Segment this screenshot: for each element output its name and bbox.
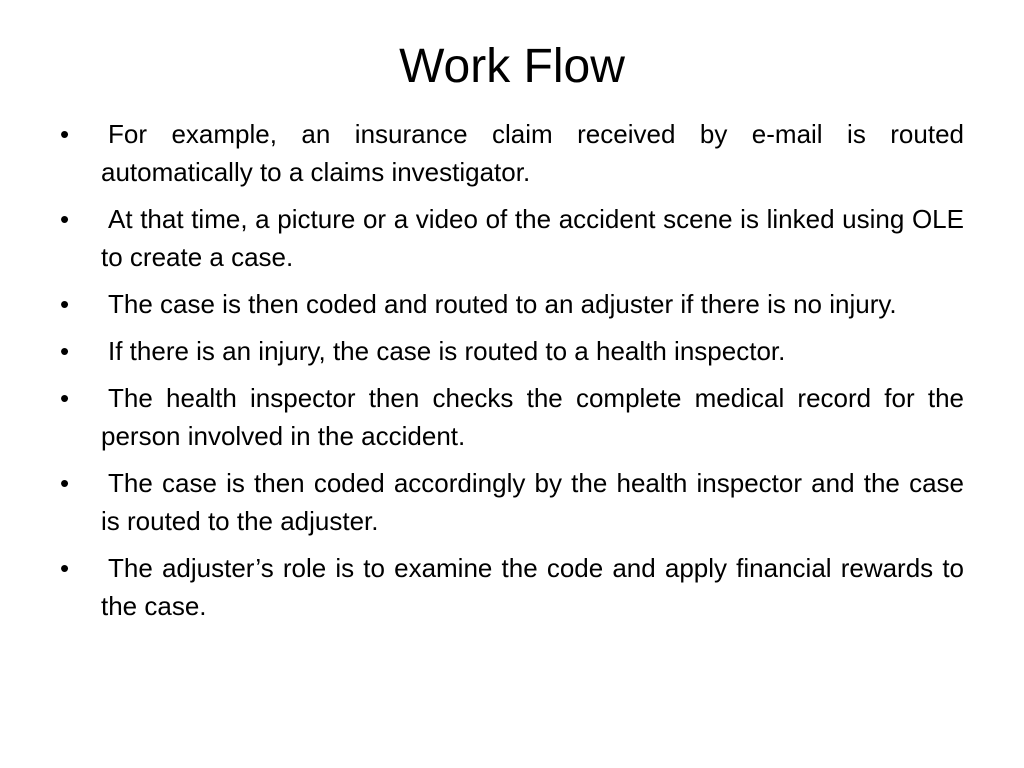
bullet-icon: •	[60, 119, 70, 149]
bullet-item	[60, 285, 964, 323]
bullet-text: For example, an insurance claim received by e-mail is routed automatically to a claims investigator.	[101, 119, 964, 187]
slide-title: Work Flow	[399, 40, 625, 93]
bullet-item	[60, 115, 964, 191]
bullet-icon: •	[60, 336, 70, 366]
bullet-text: The health inspector then checks the complete medical record for the person involved in the accident.	[101, 383, 964, 451]
bullet-text: The case is then coded accordingly by the health inspector and the case is routed to the adjuster.	[101, 468, 964, 536]
bullet-item	[60, 332, 964, 370]
bullet-text: The adjuster’s role is to examine the code and apply financial rewards to the case.	[101, 553, 964, 621]
bullet-list	[60, 115, 964, 634]
bullet-icon: •	[60, 468, 70, 498]
bullet-item	[60, 379, 964, 455]
bullet-icon: •	[60, 553, 70, 583]
bullet-icon: •	[60, 383, 70, 413]
bullet-text: If there is an injury, the case is routed to a health inspector.	[108, 336, 786, 366]
bullet-icon: •	[60, 289, 70, 319]
bullet-text: The case is then coded and routed to an adjuster if there is no injury.	[108, 289, 897, 319]
bullet-item	[60, 549, 964, 625]
bullet-text: At that time, a picture or a video of the accident scene is linked using OLE to create a case.	[101, 204, 964, 272]
bullet-item	[60, 200, 964, 276]
bullet-icon: •	[60, 204, 70, 234]
bullet-item	[60, 464, 964, 540]
